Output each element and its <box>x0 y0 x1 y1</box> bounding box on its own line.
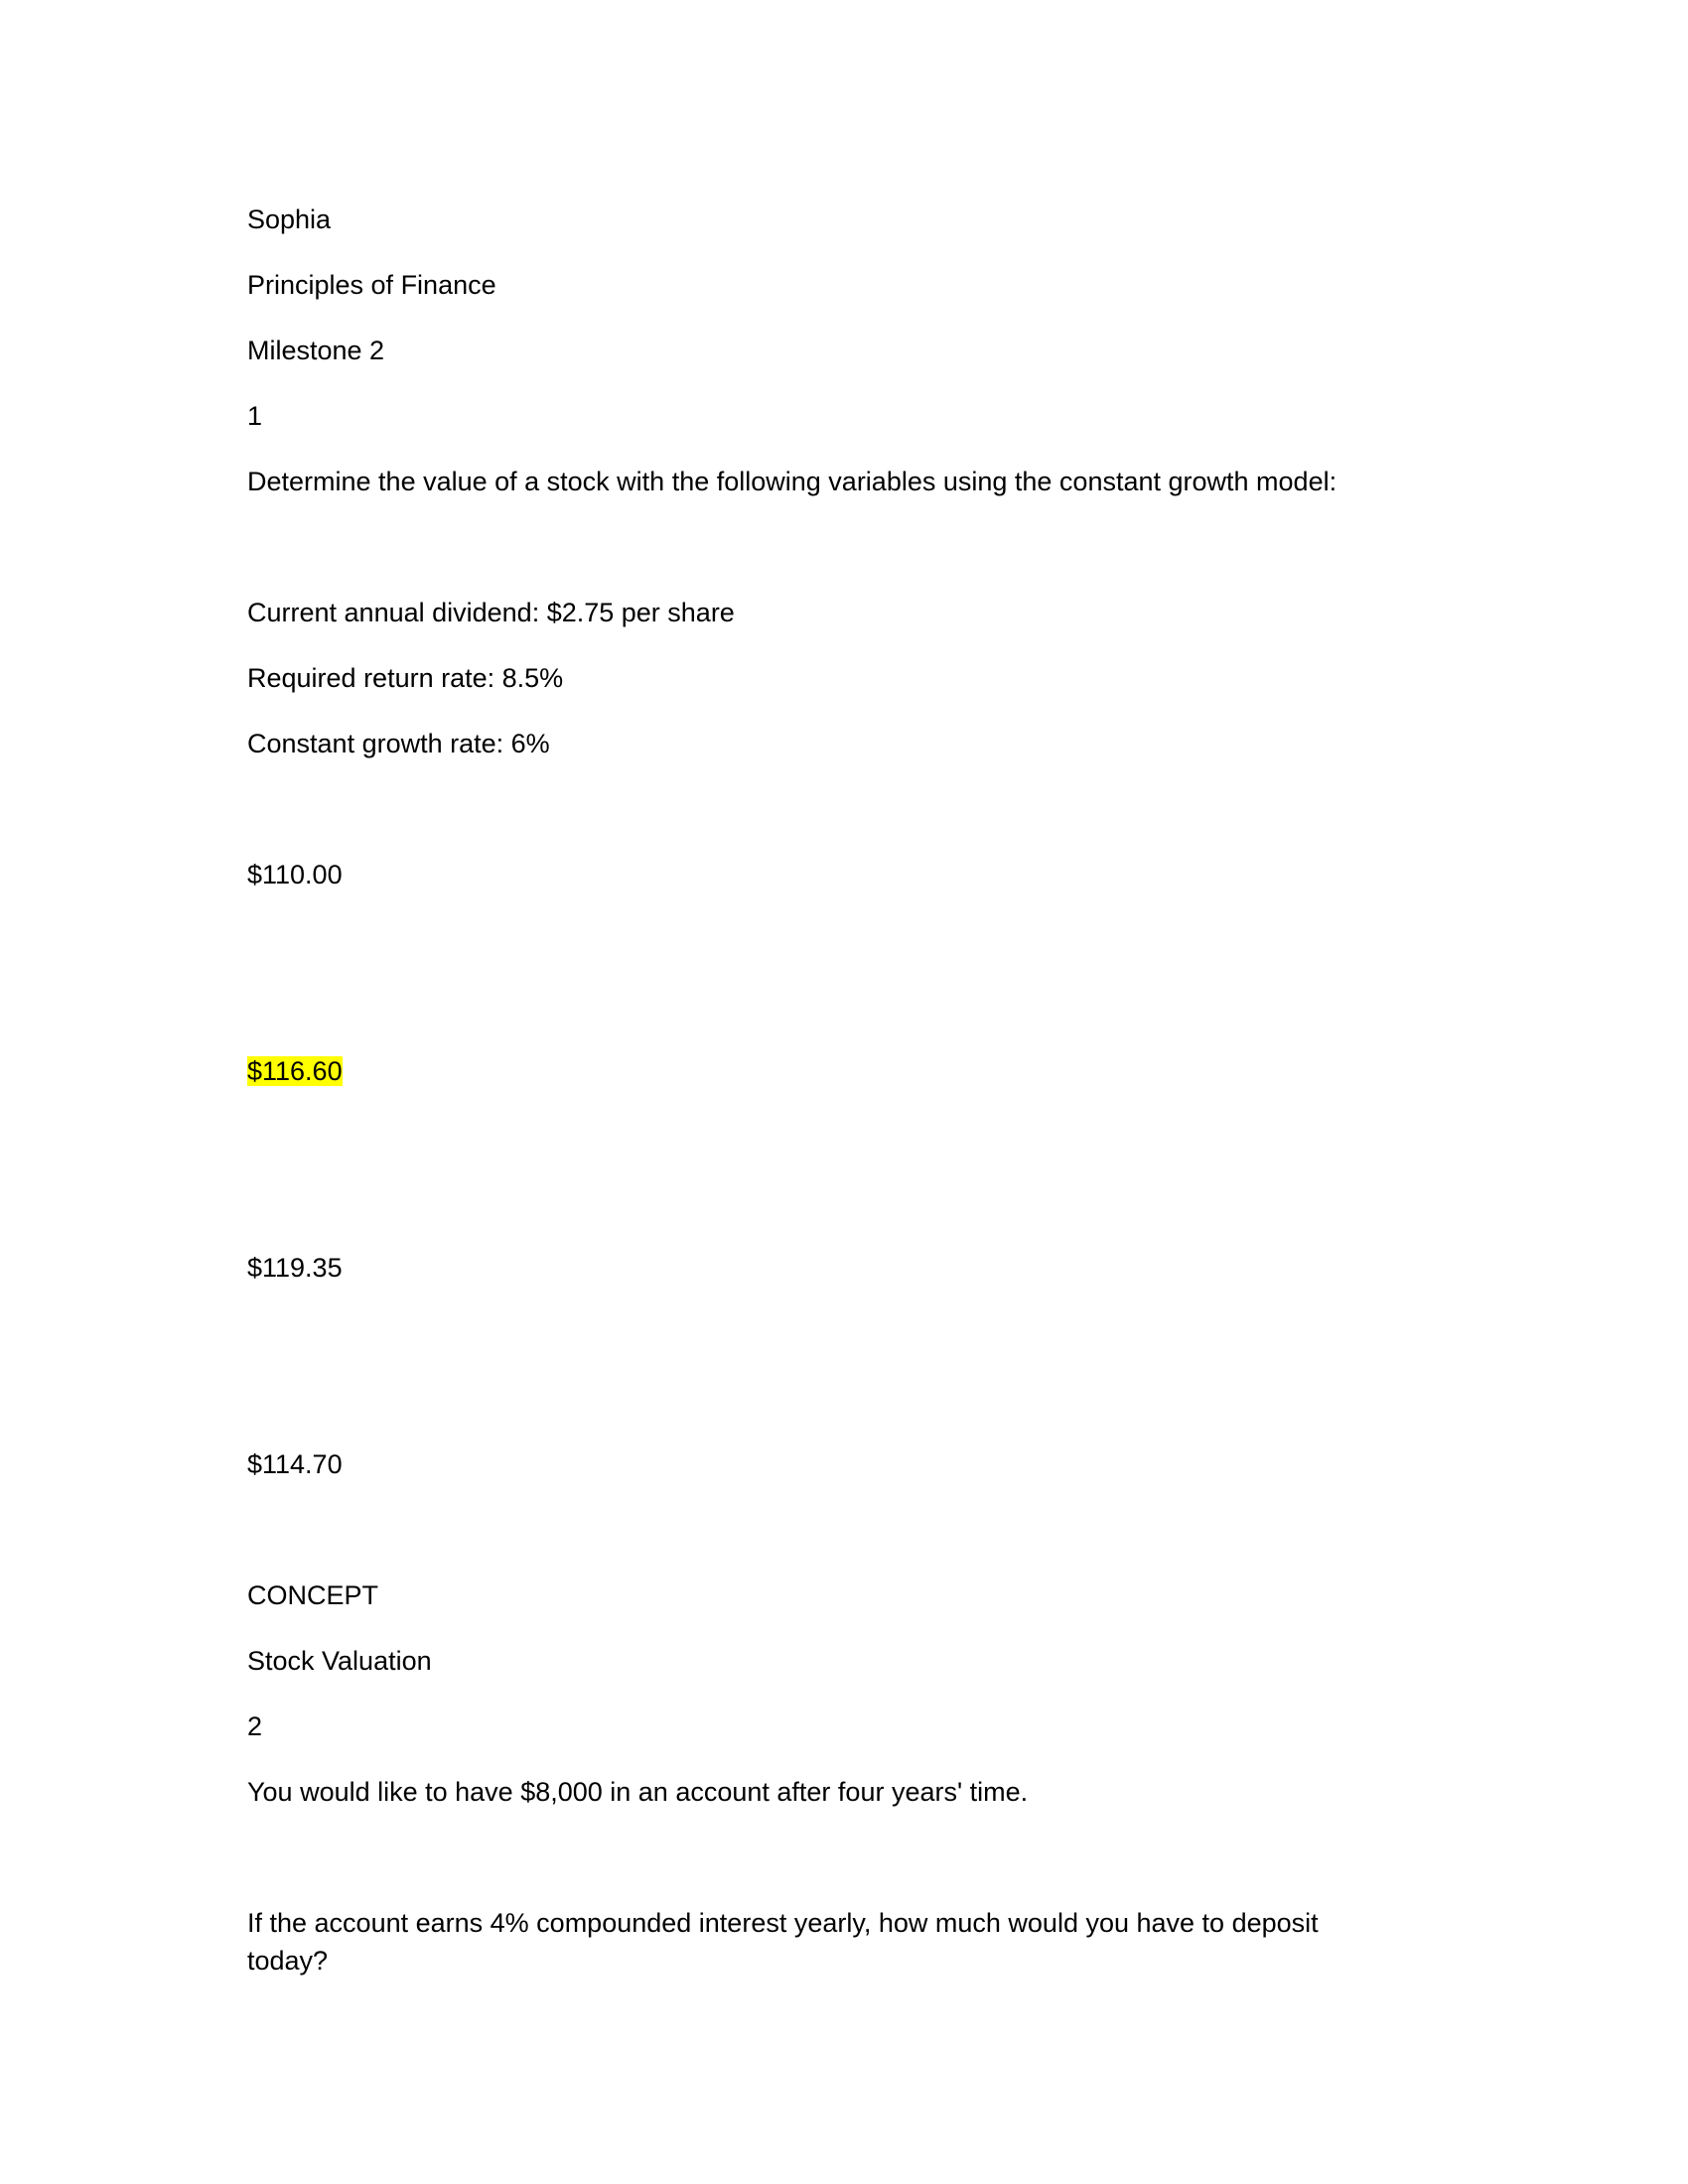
answer-option-selected <box>247 1052 343 1090</box>
question-number: 2 <box>247 1711 263 1741</box>
variable-growth-rate: Constant growth rate: 6% <box>247 729 550 758</box>
concept-name: Stock Valuation <box>247 1646 432 1676</box>
highlighted-answer: $116.60 <box>247 1056 343 1086</box>
milestone-title: Milestone 2 <box>247 336 385 365</box>
question-prompt: Determine the value of a stock with the following variables using the constant growth model: <box>247 467 1337 496</box>
concept-label: CONCEPT <box>247 1580 379 1610</box>
course-title: Principles of Finance <box>247 270 496 300</box>
answer-option: $110.00 <box>247 860 343 889</box>
student-name: Sophia <box>247 205 332 234</box>
answer-option: $114.70 <box>247 1449 343 1479</box>
question-prompt-continued: If the account earns 4% compounded interest yearly, how much would you have to deposit today? <box>247 1908 1319 1976</box>
answer-option: $119.35 <box>247 1253 343 1283</box>
question-prompt: You would like to have $8,000 in an account after four years' time. <box>247 1777 1029 1807</box>
question-number: 1 <box>247 401 263 431</box>
variable-dividend: Current annual dividend: $2.75 per share <box>247 598 735 627</box>
variable-return-rate: Required return rate: 8.5% <box>247 663 564 693</box>
